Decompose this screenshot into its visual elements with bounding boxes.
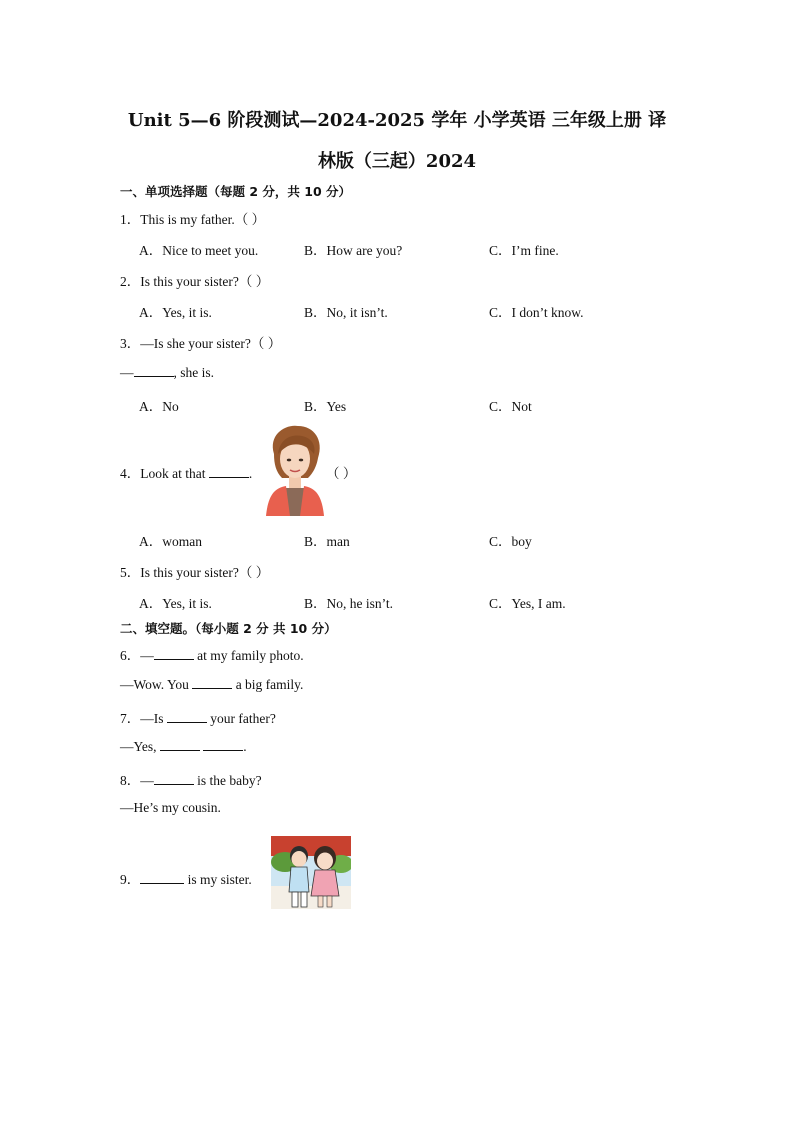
question-1: 1．This is my father.（ ） xyxy=(120,212,266,227)
q6-blank-2[interactable] xyxy=(192,676,232,689)
q9-prefix: 9． xyxy=(120,872,141,887)
section-1-heading: 一、单项选择题（每题 2 分，共 10 分） xyxy=(120,184,352,199)
question-7-line-b xyxy=(120,738,247,755)
q7-blank-1[interactable] xyxy=(167,710,207,723)
question-2: 2．Is this your sister?（ ） xyxy=(120,274,270,289)
page-title-line-1: Unit 5—6 阶段测试—2024-2025 学年 小学英语 三年级上册 译 xyxy=(127,110,667,131)
q1-option-a: A．Nice to meet you. xyxy=(139,243,259,258)
q2-option-b: B．No, it isn’t. xyxy=(304,305,388,320)
q8-a-prefix: 8．— xyxy=(120,773,154,788)
section-2-heading: 二、填空题。（每小题 2 分 共 10 分） xyxy=(120,621,337,636)
q4-blank[interactable] xyxy=(209,465,249,478)
q2-option-a: A．Yes, it is. xyxy=(139,305,212,320)
q6-blank-1[interactable] xyxy=(154,647,194,660)
question-4 xyxy=(120,462,252,482)
q7-blank-2[interactable] xyxy=(160,738,200,751)
q5-option-b: B．No, he isn’t. xyxy=(304,596,394,611)
q4-paren: （ ） xyxy=(326,466,357,481)
q4-stem-prefix: 4．Look at that xyxy=(120,466,209,481)
q6-b-prefix: —Wow. You xyxy=(120,677,193,692)
q8-a-suffix: is the baby? xyxy=(193,773,262,788)
q7-a-prefix: 7．—Is xyxy=(120,711,167,726)
q8-blank[interactable] xyxy=(154,772,194,785)
q9-suffix: is my sister. xyxy=(184,872,252,887)
woman-picture xyxy=(262,424,328,516)
question-6-line-a xyxy=(120,644,304,664)
question-9 xyxy=(120,868,252,888)
q6-a-suffix: at my family photo. xyxy=(193,648,304,663)
q9-blank[interactable] xyxy=(140,871,184,884)
q1-option-b: B．How are you? xyxy=(304,243,403,258)
q3-option-c: C．Not xyxy=(489,399,532,414)
q4-option-a: A．woman xyxy=(139,534,202,549)
q3-option-a: A．No xyxy=(139,399,179,414)
q2-option-c: C．I don’t know. xyxy=(489,305,584,320)
boy-and-girl-picture xyxy=(271,836,351,909)
q7-a-suffix: your father? xyxy=(206,711,276,726)
q4-option-c: C．boy xyxy=(489,534,532,549)
q5-option-a: A．Yes, it is. xyxy=(139,596,212,611)
question-3: 3．—Is she your sister?（ ） xyxy=(120,336,282,351)
question-6-line-b xyxy=(120,676,303,693)
q3-option-b: B．Yes xyxy=(304,399,347,414)
q6-a-prefix: 6．— xyxy=(120,648,154,663)
q7-blank-3[interactable] xyxy=(203,738,243,751)
q3-blank[interactable] xyxy=(134,364,174,377)
q5-option-c: C．Yes, I am. xyxy=(489,596,566,611)
q4-stem-suffix: . xyxy=(248,466,253,481)
q1-option-c: C．I’m fine. xyxy=(489,243,559,258)
q7-b-prefix: —Yes, xyxy=(120,739,160,754)
q3-suffix: , she is. xyxy=(173,365,214,380)
question-8-line-a xyxy=(120,769,262,789)
question-5: 5．Is this your sister?（ ） xyxy=(120,565,270,580)
q6-b-suffix: a big family. xyxy=(232,677,304,692)
question-3-answer-line xyxy=(120,364,214,381)
q3-dash: — xyxy=(120,365,134,380)
question-8-line-b: —He’s my cousin. xyxy=(120,800,221,815)
question-7-line-a xyxy=(120,707,276,727)
page-title-line-2: 林版（三起）2024 xyxy=(317,151,477,172)
q7-b-suffix: . xyxy=(243,739,247,754)
q4-option-b: B．man xyxy=(304,534,350,549)
